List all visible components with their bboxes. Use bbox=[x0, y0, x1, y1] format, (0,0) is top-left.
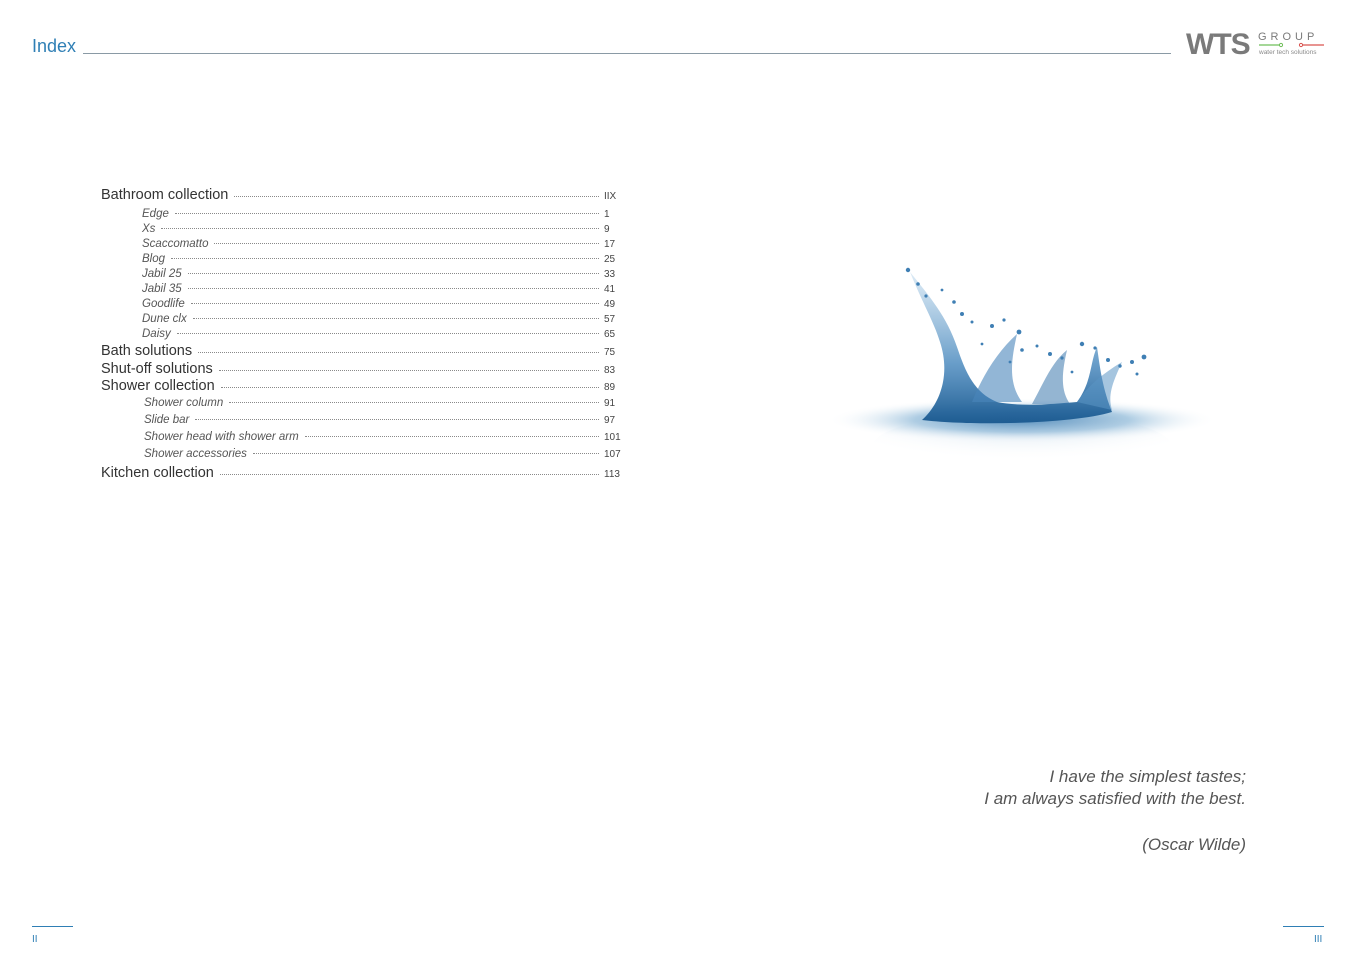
toc-entry-page: 75 bbox=[604, 347, 616, 358]
quote-block bbox=[984, 766, 1246, 856]
page-number-left: II bbox=[32, 934, 38, 945]
toc-entry-page: IIX bbox=[604, 191, 617, 202]
quote-line-1: I have the simplest tastes; bbox=[1049, 767, 1246, 786]
toc-entry-page: 9 bbox=[604, 224, 610, 235]
toc-dot-leader bbox=[214, 243, 599, 244]
toc-entry-page: 17 bbox=[604, 239, 616, 250]
toc-dot-leader bbox=[171, 258, 599, 259]
toc-entry-page: 41 bbox=[604, 284, 616, 295]
toc-entry-label: Bath solutions bbox=[101, 343, 193, 359]
toc-entry-page: 107 bbox=[604, 449, 621, 460]
toc-entry-label: Shower collection bbox=[101, 378, 215, 394]
toc-entry[interactable] bbox=[101, 313, 626, 325]
header-divider bbox=[83, 53, 1171, 54]
water-splash-image bbox=[822, 262, 1212, 492]
toc-entry[interactable] bbox=[101, 397, 626, 409]
toc-entry-label: Dune clx bbox=[142, 313, 187, 325]
toc-entry-label: Jabil 35 bbox=[142, 283, 182, 295]
toc-entry[interactable] bbox=[101, 208, 626, 220]
toc-entry-label: Bathroom collection bbox=[101, 187, 229, 203]
toc-entry-label: Daisy bbox=[142, 328, 171, 340]
toc-entry-page: 33 bbox=[604, 269, 616, 280]
toc-entry[interactable] bbox=[101, 187, 626, 203]
toc-entry[interactable] bbox=[101, 328, 626, 340]
logo-tagline-text: water tech solutions bbox=[1259, 49, 1317, 56]
quote-line-2: I am always satisfied with the best. bbox=[984, 789, 1246, 808]
wts-group-logo bbox=[1186, 26, 1328, 62]
toc-entry-page: 97 bbox=[604, 415, 616, 426]
toc-entry[interactable] bbox=[101, 283, 626, 295]
toc-dot-leader bbox=[188, 288, 599, 289]
toc-dot-leader bbox=[219, 370, 599, 371]
toc-dot-leader bbox=[188, 273, 599, 274]
toc-entry[interactable] bbox=[101, 431, 626, 443]
toc-dot-leader bbox=[198, 352, 599, 353]
toc-entry-page: 65 bbox=[604, 329, 616, 340]
toc-entry-page: 113 bbox=[604, 469, 620, 480]
toc-dot-leader bbox=[177, 333, 599, 334]
toc-entry[interactable] bbox=[101, 253, 626, 265]
toc-entry-label: Xs bbox=[142, 223, 156, 235]
toc-entry-page: 91 bbox=[604, 398, 616, 409]
logo-main-text: WTS bbox=[1186, 28, 1250, 61]
toc-entry-label: Shower head with shower arm bbox=[144, 431, 299, 443]
page-number-right: III bbox=[1314, 934, 1323, 945]
toc-entry[interactable] bbox=[101, 298, 626, 310]
toc-entry-page: 83 bbox=[604, 365, 616, 376]
toc-dot-leader bbox=[229, 402, 599, 403]
toc-dot-leader bbox=[175, 213, 599, 214]
toc-dot-leader bbox=[191, 303, 599, 304]
toc-entry-page: 101 bbox=[604, 432, 621, 443]
toc-entry[interactable] bbox=[101, 238, 626, 250]
toc-entry-label: Shower accessories bbox=[144, 448, 247, 460]
toc-entry[interactable] bbox=[101, 268, 626, 280]
toc-entry-label: Slide bar bbox=[144, 414, 190, 426]
toc-dot-leader bbox=[305, 436, 599, 437]
toc-dot-leader bbox=[193, 318, 599, 319]
toc-dot-leader bbox=[161, 228, 599, 229]
quote-author: (Oscar Wilde) bbox=[1142, 835, 1246, 854]
toc-entry[interactable] bbox=[101, 378, 626, 394]
toc-entry-label: Shut-off solutions bbox=[101, 361, 213, 377]
logo-group-text: GROUP bbox=[1258, 31, 1319, 43]
footer-divider-left bbox=[32, 926, 73, 927]
toc-entry[interactable] bbox=[101, 465, 626, 481]
footer-divider-right bbox=[1283, 926, 1324, 927]
toc-entry-page: 25 bbox=[604, 254, 616, 265]
toc-entry[interactable] bbox=[101, 223, 626, 235]
toc-dot-leader bbox=[220, 474, 599, 475]
toc-entry-label: Kitchen collection bbox=[101, 465, 214, 481]
toc-dot-leader bbox=[234, 196, 599, 197]
toc-entry[interactable] bbox=[101, 361, 626, 377]
toc-entry[interactable] bbox=[101, 414, 626, 426]
toc-entry[interactable] bbox=[101, 448, 626, 460]
toc-dot-leader bbox=[195, 419, 599, 420]
toc-entry-label: Blog bbox=[142, 253, 166, 265]
toc-entry[interactable] bbox=[101, 343, 626, 359]
toc-entry-label: Shower column bbox=[144, 397, 224, 409]
toc-entry-label: Edge bbox=[142, 208, 169, 220]
toc-entry-page: 49 bbox=[604, 299, 616, 310]
toc-entry-page: 89 bbox=[604, 382, 616, 393]
toc-entry-label: Jabil 25 bbox=[142, 268, 182, 280]
toc-entry-label: Scaccomatto bbox=[142, 238, 209, 250]
toc-entry-page: 57 bbox=[604, 314, 616, 325]
toc-entry-label: Goodlife bbox=[142, 298, 185, 310]
toc-dot-leader bbox=[253, 453, 599, 454]
toc-entry-page: 1 bbox=[604, 209, 610, 220]
toc-dot-leader bbox=[221, 387, 599, 388]
page-title: Index bbox=[32, 36, 77, 56]
